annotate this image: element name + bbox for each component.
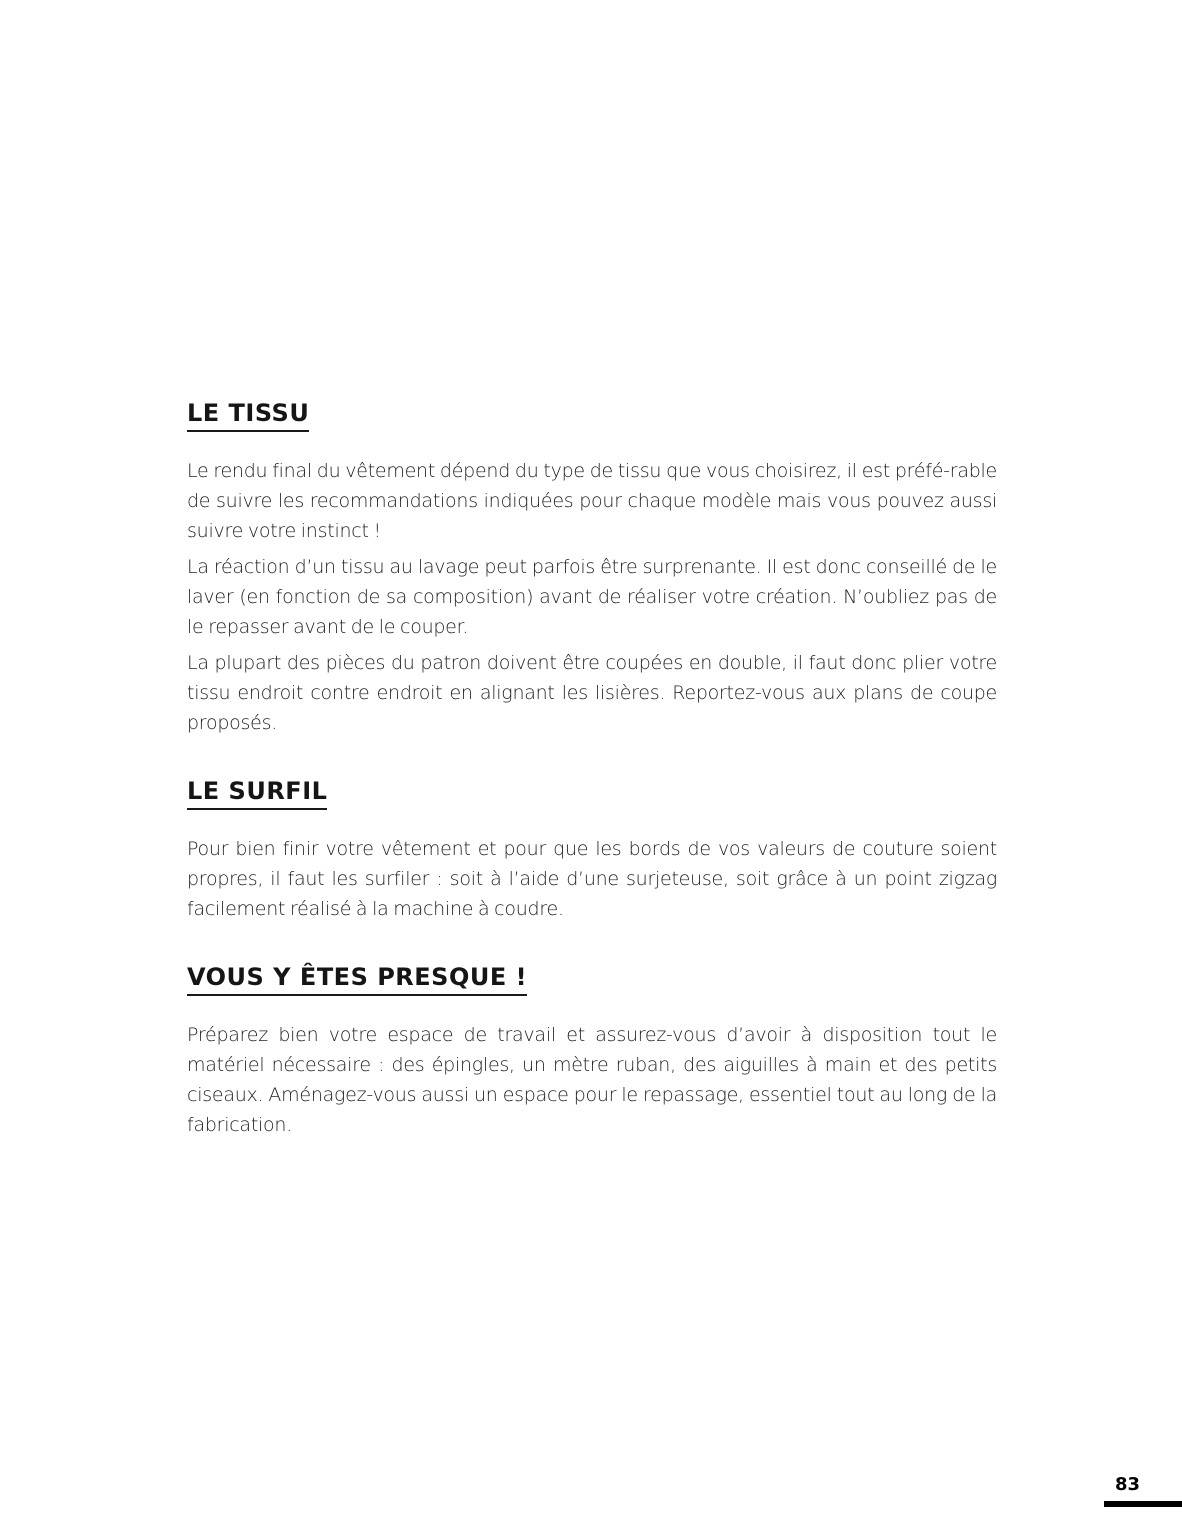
section-heading: VOUS Y ÊTES PRESQUE ! [187, 962, 527, 996]
section-le-surfil [187, 776, 997, 924]
section-le-tissu [187, 398, 997, 738]
section-vous-y-etes-presque [187, 962, 997, 1140]
section-heading: LE TISSU [187, 398, 309, 432]
paragraph: Pour bien finir votre vêtement et pour que les bords de vos valeurs de couture soient propres, il faut les surfiler : soit à l’aide d’une surjeteuse, soit grâce à un point zigzag facilement réalisé à la machine à coudre. [187, 838, 997, 920]
paragraph: Le rendu final du vêtement dépend du type de tissu que vous choisirez, il est préfé-rable de suivre les recommandations indiquées pour chaque modèle mais vous pouvez aussi suivre votre instinct ! [187, 460, 997, 542]
page-number-bar [1104, 1501, 1182, 1507]
page-number: 83 [1114, 1474, 1140, 1495]
section-heading: LE SURFIL [187, 776, 327, 810]
paragraph: Préparez bien votre espace de travail et assurez-vous d’avoir à disposition tout le matériel nécessaire : des épingles, un mètre ruban, des aiguilles à main et des petits ciseaux. Aménagez-vous aussi un espace pour le repassage, essentiel tout au long de la fabrication. [187, 1024, 997, 1136]
paragraph: La réaction d’un tissu au lavage peut parfois être surprenante. Il est donc conseillé de le laver (en fonction de sa composition) avant de réaliser votre création. N’oubliez pas de le repasser avant de le couper. [187, 556, 997, 638]
paragraph: La plupart des pièces du patron doivent être coupées en double, il faut donc plier votre tissu endroit contre endroit en alignant les lisières. Reportez-vous aux plans de coupe proposés. [187, 652, 997, 734]
page-content [187, 398, 997, 1146]
